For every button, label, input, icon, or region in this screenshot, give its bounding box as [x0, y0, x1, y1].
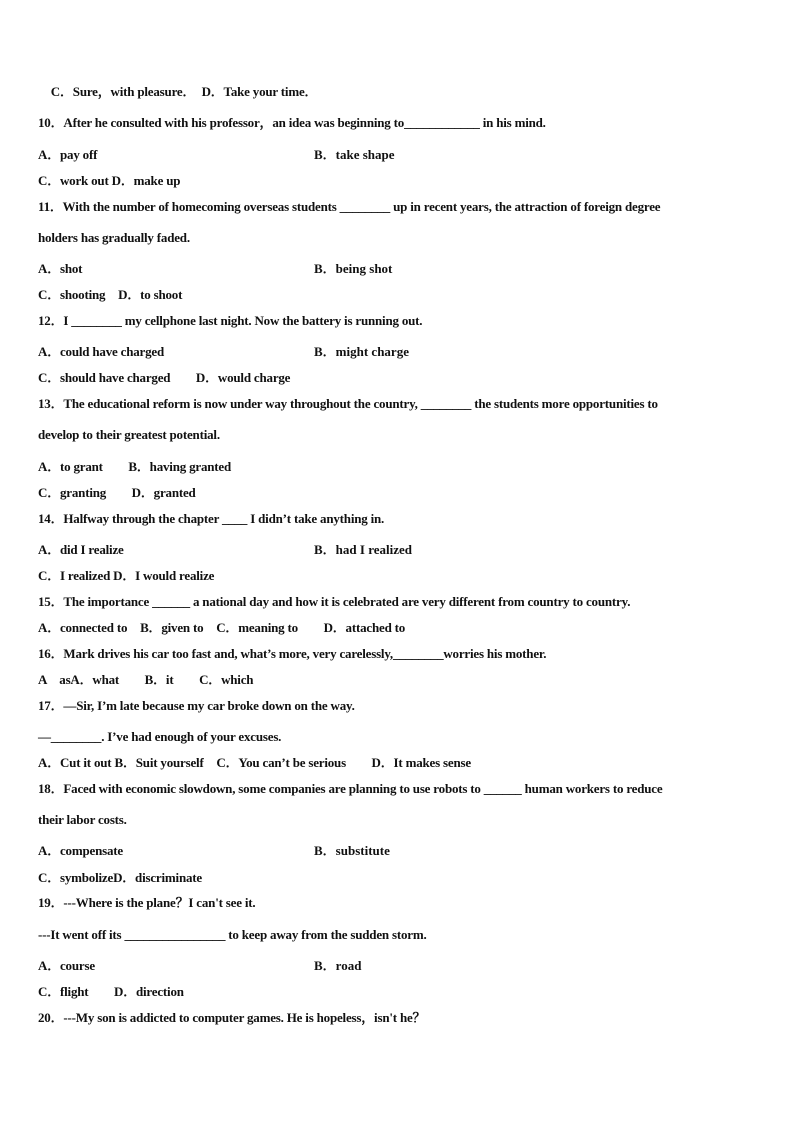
q11-stem: 11．With the number of homecoming overseas students ________ up in recent years, the attraction of foreign degree — [38, 199, 661, 214]
q16-stem: 16．Mark drives his car too fast and, what’s more, very carelessly,________worries his mother. — [38, 646, 547, 661]
q13-options-ab: A．to grant B．having granted — [38, 459, 232, 474]
q18-options-cd: C．symbolizeD．discriminate — [38, 870, 202, 885]
q9-options-cd: C．Sure，with pleasure． D．Take your time． — [38, 84, 318, 99]
q19-reply: ---It went off its ________________ to keep away from the sudden storm. — [38, 927, 427, 942]
q14-option-a: A．did I realize — [38, 542, 124, 557]
q17-options: A．Cut it out B．Suit yourself C．You can’t be serious D．It makes sense — [38, 755, 471, 770]
q13-stem: 13．The educational reform is now under way throughout the country, ________ the students more opportunities to — [38, 396, 658, 411]
q19-options-cd: C．flight D．direction — [38, 984, 184, 999]
q10-stem: 10．After he consulted with his professor，an idea was beginning to____________ in his mind. — [38, 115, 546, 130]
q15-stem: 15．The importance ______ a national day and how it is celebrated are very different from country to country. — [38, 594, 631, 609]
q10-option-a: A．pay off — [38, 147, 98, 162]
q18-option-b: B．substitute — [314, 843, 390, 858]
q20-stem: 20．---My son is addicted to computer games. He is hopeless，isn't he？ — [38, 1010, 426, 1025]
q19-stem: 19．---Where is the plane？I can't see it. — [38, 895, 256, 910]
q11-options-cd: C．shooting D．to shoot — [38, 287, 183, 302]
q12-option-b: B．might charge — [314, 344, 409, 359]
q18-option-a: A．compensate — [38, 843, 123, 858]
q14-option-b: B．had I realized — [314, 542, 412, 557]
q11-option-a: A．shot — [38, 261, 83, 276]
q16-options: A asA．what B．it C．which — [38, 672, 254, 687]
q11-stem-cont: holders has gradually faded. — [38, 230, 190, 245]
q10-options-cd: C．work out D．make up — [38, 173, 181, 188]
q19-option-a: A．course — [38, 958, 95, 973]
q19-option-b: B．road — [314, 958, 362, 973]
q10-option-b: B．take shape — [314, 147, 395, 162]
q11-option-b: B．being shot — [314, 261, 393, 276]
q14-stem: 14．Halfway through the chapter ____ I didn’t take anything in. — [38, 511, 385, 526]
q17-reply: —________. I’ve had enough of your excuses. — [38, 729, 282, 744]
q13-stem-cont: develop to their greatest potential. — [38, 427, 220, 442]
q12-option-a: A．could have charged — [38, 344, 165, 359]
q12-options-cd: C．should have charged D．would charge — [38, 370, 291, 385]
q14-options-cd: C．I realized D．I would realize — [38, 568, 215, 583]
q18-stem-cont: their labor costs. — [38, 812, 127, 827]
q15-options: A．connected to B．given to C．meaning to D．attached to — [38, 620, 406, 635]
q12-stem: 12．I ________ my cellphone last night. Now the battery is running out. — [38, 313, 423, 328]
q18-stem: 18．Faced with economic slowdown, some companies are planning to use robots to ______ human workers to reduce — [38, 781, 663, 796]
q13-options-cd: C．granting D．granted — [38, 485, 196, 500]
q17-stem: 17．—Sir, I’m late because my car broke down on the way. — [38, 698, 355, 713]
